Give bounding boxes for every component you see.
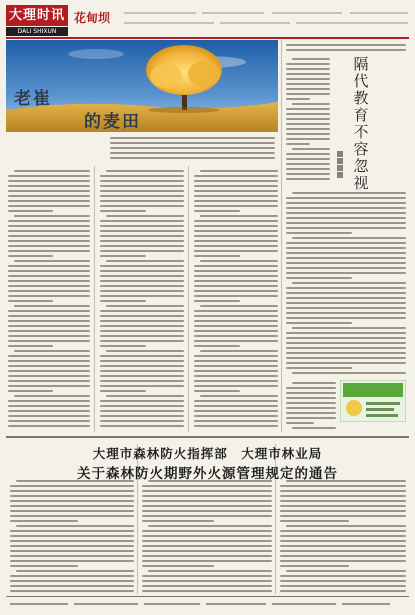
text-line (100, 210, 146, 212)
text-line (292, 427, 336, 429)
text-line (14, 215, 90, 217)
text-line (8, 185, 90, 187)
text-line (100, 310, 184, 312)
text-line (106, 170, 184, 172)
text-line (194, 325, 278, 327)
text-line (194, 320, 278, 322)
essay-body-text (286, 56, 330, 184)
text-line (8, 335, 90, 337)
text-line (286, 277, 352, 279)
text-line (194, 355, 278, 357)
masthead-info-line (124, 12, 196, 14)
feature-body-column (100, 168, 184, 430)
text-line (286, 272, 406, 274)
footer-info-line (342, 603, 390, 605)
text-line (194, 285, 278, 287)
text-line (286, 197, 406, 199)
text-line (8, 255, 53, 257)
text-line (100, 280, 184, 282)
brand-logo (6, 5, 70, 36)
text-line (100, 285, 184, 287)
text-line (286, 322, 352, 324)
text-line (286, 392, 336, 394)
text-line (286, 128, 330, 130)
text-line (286, 412, 336, 414)
text-line (286, 287, 406, 289)
text-line (194, 390, 240, 392)
text-line (8, 250, 90, 252)
column-divider (281, 40, 282, 432)
text-line (8, 230, 90, 232)
text-line (194, 425, 278, 427)
text-line (106, 395, 184, 397)
text-line (8, 400, 90, 402)
text-line (8, 200, 90, 202)
text-line (194, 295, 278, 297)
text-line (194, 210, 240, 212)
text-line (286, 357, 406, 359)
text-line (8, 190, 90, 192)
text-line (200, 305, 278, 307)
text-line (8, 410, 90, 412)
text-line (194, 360, 278, 362)
text-line (106, 215, 184, 217)
text-line (194, 200, 278, 202)
text-line (292, 372, 406, 374)
text-line (194, 315, 278, 317)
essay-body-text (286, 190, 406, 376)
text-line (100, 255, 146, 257)
text-line (200, 170, 278, 172)
text-line (286, 63, 330, 65)
text-line (286, 232, 352, 234)
text-line (8, 385, 90, 387)
text-line (8, 345, 53, 347)
text-line (100, 225, 184, 227)
text-line (8, 270, 90, 272)
footer-info-line (10, 603, 68, 605)
text-line (286, 138, 330, 140)
text-line (286, 267, 406, 269)
footer-info-line (144, 603, 200, 605)
text-line (194, 365, 278, 367)
text-line (194, 195, 278, 197)
text-line (110, 147, 275, 149)
text-line (286, 292, 406, 294)
brand-name-english: DALI SHIXUN (6, 27, 68, 36)
text-line (286, 133, 330, 135)
text-line (8, 325, 90, 327)
text-line (8, 180, 90, 182)
text-line (286, 158, 330, 160)
brand-name: 大理时讯 (6, 5, 68, 26)
text-line (100, 405, 184, 407)
text-line (286, 417, 336, 419)
text-line (194, 385, 278, 387)
text-line (286, 108, 330, 110)
text-line (8, 295, 90, 297)
essay-title: 隔代教育不容忽视 (353, 55, 369, 192)
text-line (194, 270, 278, 272)
text-line (286, 397, 336, 399)
text-line (100, 390, 146, 392)
feature-body-column (194, 168, 278, 430)
text-line (100, 330, 184, 332)
text-line (100, 230, 184, 232)
text-line (286, 212, 406, 214)
text-line (100, 270, 184, 272)
feature-headline: 的麦田 (84, 112, 141, 132)
text-line (106, 350, 184, 352)
text-line (194, 370, 278, 372)
text-line (200, 395, 278, 397)
text-line (100, 265, 184, 267)
text-line (286, 367, 352, 369)
column-divider (94, 166, 95, 432)
text-line (286, 332, 406, 334)
text-line (14, 170, 90, 172)
text-line (286, 118, 330, 120)
feature-headline: 老崔 (14, 89, 52, 109)
text-line (100, 180, 184, 182)
text-line (194, 255, 240, 257)
text-line (100, 195, 184, 197)
text-line (100, 410, 184, 412)
text-line (200, 260, 278, 262)
text-line (286, 302, 406, 304)
masthead-info-line (272, 12, 342, 14)
column-divider (188, 166, 189, 432)
text-line (100, 175, 184, 177)
text-line (110, 137, 275, 139)
text-line (100, 320, 184, 322)
text-line (100, 370, 184, 372)
essay-author (335, 150, 345, 179)
text-line (8, 275, 90, 277)
text-line (194, 335, 278, 337)
text-line (286, 247, 406, 249)
text-line (100, 375, 184, 377)
footer-info-line (206, 603, 266, 605)
section-title: 花甸坝 (74, 11, 111, 25)
notice-issuers: 大理市森林防火指挥部 大理市林业局 (92, 446, 323, 461)
public-notice (6, 436, 409, 594)
text-line (100, 185, 184, 187)
text-line (286, 173, 330, 175)
text-line (286, 342, 406, 344)
masthead-info-line (350, 12, 408, 14)
text-line (194, 280, 278, 282)
text-line (194, 405, 278, 407)
text-line (194, 225, 278, 227)
text-line (286, 178, 330, 180)
text-line (194, 205, 278, 207)
author-char-mark (337, 151, 343, 157)
text-line (8, 175, 90, 177)
text-line (286, 407, 336, 409)
text-line (286, 217, 406, 219)
text-line (286, 252, 406, 254)
text-line (194, 235, 278, 237)
text-line (194, 245, 278, 247)
text-line (8, 265, 90, 267)
text-line (100, 205, 184, 207)
text-line (286, 227, 406, 229)
essay-body-text (286, 42, 406, 52)
feature-intro-text (110, 135, 275, 163)
text-line (200, 215, 278, 217)
text-line (286, 312, 406, 314)
text-line (286, 352, 406, 354)
text-line (100, 235, 184, 237)
text-line (286, 93, 330, 95)
text-line (286, 68, 330, 70)
text-line (194, 240, 278, 242)
text-line (194, 265, 278, 267)
text-line (100, 300, 146, 302)
text-line (100, 380, 184, 382)
text-line (8, 365, 90, 367)
text-line (8, 330, 90, 332)
text-line (8, 415, 90, 417)
text-line (8, 340, 90, 342)
text-line (100, 340, 184, 342)
author-char-mark (337, 165, 343, 171)
text-line (100, 200, 184, 202)
text-line (194, 420, 278, 422)
text-line (8, 375, 90, 377)
text-line (286, 202, 406, 204)
masthead-info-line (296, 22, 408, 24)
text-line (8, 380, 90, 382)
text-line (286, 347, 406, 349)
text-line (8, 420, 90, 422)
text-line (286, 207, 406, 209)
text-line (100, 355, 184, 357)
text-line (110, 152, 275, 154)
text-line (100, 425, 184, 427)
text-line (110, 157, 275, 159)
text-line (100, 325, 184, 327)
text-line (194, 250, 278, 252)
text-line (14, 305, 90, 307)
masthead-info-line (124, 22, 214, 24)
text-line (194, 190, 278, 192)
author-char-mark (337, 172, 343, 178)
text-line (194, 310, 278, 312)
text-line (8, 390, 53, 392)
text-line (8, 310, 90, 312)
text-line (286, 143, 310, 145)
text-line (286, 123, 330, 125)
text-line (286, 242, 406, 244)
ad-illustration (340, 380, 406, 422)
text-line (8, 205, 90, 207)
text-line (14, 350, 90, 352)
text-line (286, 387, 336, 389)
text-line (286, 262, 406, 264)
text-line (100, 360, 184, 362)
text-line (8, 315, 90, 317)
text-line (286, 83, 330, 85)
text-line (100, 315, 184, 317)
text-line (8, 235, 90, 237)
page-footer (6, 596, 409, 611)
text-line (286, 257, 406, 259)
text-line (194, 180, 278, 182)
text-line (292, 282, 406, 284)
text-line (286, 49, 406, 51)
masthead-info-line (220, 22, 290, 24)
text-line (194, 230, 278, 232)
text-line (8, 285, 90, 287)
text-line (14, 260, 90, 262)
text-line (100, 245, 184, 247)
text-line (8, 195, 90, 197)
footer-info-line (74, 603, 138, 605)
text-line (8, 225, 90, 227)
text-line (292, 58, 330, 60)
text-line (286, 297, 406, 299)
text-line (286, 113, 330, 115)
text-line (100, 190, 184, 192)
text-line (100, 335, 184, 337)
text-line (292, 237, 406, 239)
text-line (194, 415, 278, 417)
text-line (292, 192, 406, 194)
text-line (8, 355, 90, 357)
text-line (286, 88, 330, 90)
text-line (286, 317, 406, 319)
text-line (200, 350, 278, 352)
text-line (8, 320, 90, 322)
text-line (194, 375, 278, 377)
masthead-info-line (202, 12, 264, 14)
text-line (100, 240, 184, 242)
text-line (194, 400, 278, 402)
text-line (286, 163, 330, 165)
text-line (100, 220, 184, 222)
text-line (8, 280, 90, 282)
text-line (100, 295, 184, 297)
feature-body-column (8, 168, 90, 430)
text-line (286, 98, 310, 100)
text-line (286, 78, 330, 80)
text-line (286, 153, 330, 155)
text-line (194, 345, 240, 347)
essay-body-text (286, 380, 336, 430)
text-line (292, 327, 406, 329)
text-line (100, 415, 184, 417)
text-line (8, 220, 90, 222)
text-line (292, 148, 330, 150)
text-line (194, 410, 278, 412)
text-line (8, 425, 90, 427)
text-line (286, 422, 314, 424)
text-line (100, 345, 146, 347)
text-line (194, 220, 278, 222)
text-line (100, 250, 184, 252)
text-line (8, 210, 53, 212)
text-line (194, 340, 278, 342)
text-line (286, 222, 406, 224)
text-line (194, 175, 278, 177)
text-line (286, 168, 330, 170)
text-line (110, 142, 275, 144)
text-line (8, 360, 90, 362)
text-line (14, 395, 90, 397)
text-line (100, 365, 184, 367)
text-line (100, 420, 184, 422)
text-line (286, 362, 406, 364)
text-line (8, 370, 90, 372)
text-line (106, 305, 184, 307)
author-char-mark (337, 158, 343, 164)
text-line (8, 245, 90, 247)
text-line (194, 300, 240, 302)
masthead (6, 5, 409, 39)
advertisement-image (340, 380, 406, 422)
text-line (100, 290, 184, 292)
text-line (286, 44, 406, 46)
text-line (8, 290, 90, 292)
text-line (286, 402, 336, 404)
text-line (194, 275, 278, 277)
notice-title: 关于森林防火期野外火源管理规定的通告 (77, 466, 338, 482)
text-line (8, 405, 90, 407)
text-line (286, 307, 406, 309)
text-line (100, 385, 184, 387)
text-line (8, 300, 53, 302)
text-line (286, 73, 330, 75)
text-line (286, 337, 406, 339)
text-line (194, 380, 278, 382)
text-line (292, 382, 336, 384)
text-line (8, 240, 90, 242)
text-line (194, 185, 278, 187)
text-line (100, 400, 184, 402)
text-line (100, 275, 184, 277)
text-line (292, 103, 330, 105)
footer-info-line (272, 603, 336, 605)
text-line (194, 290, 278, 292)
text-line (106, 260, 184, 262)
text-line (194, 330, 278, 332)
